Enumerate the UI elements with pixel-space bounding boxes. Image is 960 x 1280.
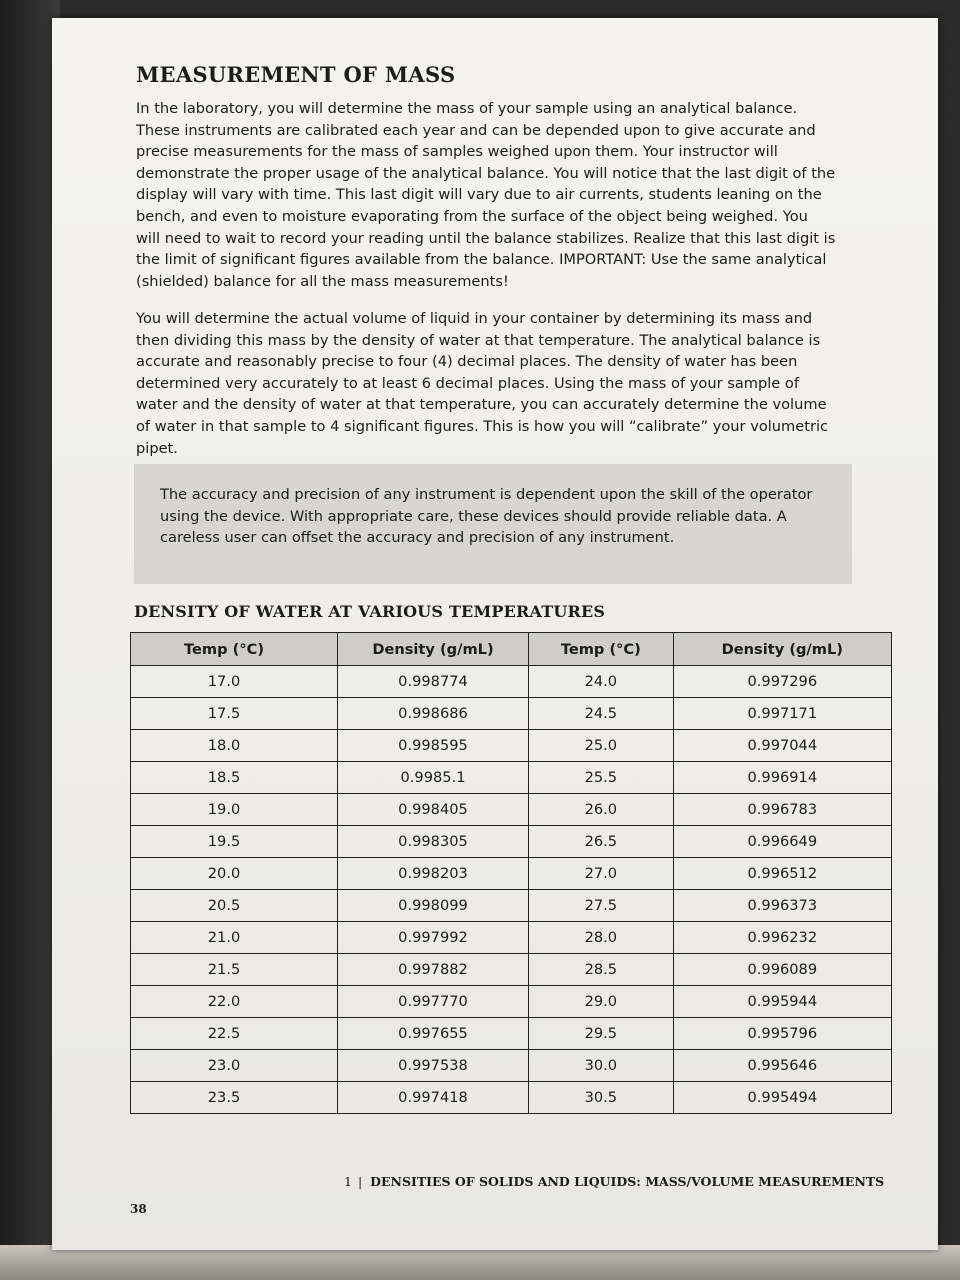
temp-cell: 20.0 [131, 858, 338, 890]
table-row [131, 762, 892, 794]
paragraph-1: In the laboratory, you will determine the mass of your sample using an analytical balance. These instruments are calibrated each year and can be depended upon to give accurate and precise measurements for the mass of samples weighed upon them. Your instructor will demonstrate the proper usage of the analytical balance. You will notice that the last digit of the display will vary with time. This last digit will vary due to air currents, students leaning on the bench, and even to moisture evaporating from the surface of the object being weighed. You will need to wait to record your reading until the balance stabilizes. Realize that this last digit is the limit of significant figures available from the balance. IMPORTANT: Use the same analytical (shielded) balance for all the mass measurements! [136, 100, 836, 290]
callout-text: The accuracy and precision of any instrument is dependent upon the skill of the operator using the device. With appropriate care, these devices should provide reliable data. A careless user can offset the accuracy and precision of any instrument. [160, 486, 813, 547]
table-row [131, 794, 892, 826]
page-number: 38 [130, 1202, 147, 1216]
density-cell: 0.996783 [673, 794, 891, 826]
temp-cell: 19.0 [131, 794, 338, 826]
callout-box [134, 464, 852, 584]
temp-cell: 23.5 [131, 1082, 338, 1114]
table-row [131, 666, 892, 698]
temp-cell: 27.5 [529, 890, 674, 922]
density-cell: 0.997296 [673, 666, 891, 698]
density-cell: 0.998405 [338, 794, 529, 826]
density-cell: 0.998305 [338, 826, 529, 858]
temp-cell: 27.0 [529, 858, 674, 890]
spiral-ring [948, 26, 958, 40]
spiral-ring [948, 2, 958, 16]
chapter-footer [344, 1174, 884, 1189]
header-temp-1: Temp (°C) [131, 633, 338, 666]
density-cell: 0.997044 [673, 730, 891, 762]
table-body [131, 666, 892, 1114]
table-row [131, 922, 892, 954]
table-row [131, 1082, 892, 1114]
density-cell: 0.996512 [673, 858, 891, 890]
table-row [131, 890, 892, 922]
temp-cell: 17.5 [131, 698, 338, 730]
density-cell: 0.998203 [338, 858, 529, 890]
density-cell: 0.995944 [673, 986, 891, 1018]
density-cell: 0.995796 [673, 1018, 891, 1050]
density-cell: 0.9985.1 [338, 762, 529, 794]
temp-cell: 30.0 [529, 1050, 674, 1082]
temp-cell: 22.0 [131, 986, 338, 1018]
density-cell: 0.997538 [338, 1050, 529, 1082]
temp-cell: 25.5 [529, 762, 674, 794]
density-cell: 0.996373 [673, 890, 891, 922]
table-row [131, 826, 892, 858]
temp-cell: 19.5 [131, 826, 338, 858]
temp-cell: 28.0 [529, 922, 674, 954]
density-cell: 0.998686 [338, 698, 529, 730]
table-row [131, 698, 892, 730]
temp-cell: 21.0 [131, 922, 338, 954]
density-cell: 0.996232 [673, 922, 891, 954]
temp-cell: 29.5 [529, 1018, 674, 1050]
density-cell: 0.997171 [673, 698, 891, 730]
density-cell: 0.996089 [673, 954, 891, 986]
header-density-2: Density (g/mL) [673, 633, 891, 666]
section-heading: MEASUREMENT OF MASS [136, 62, 456, 87]
table-row [131, 1018, 892, 1050]
density-cell: 0.997655 [338, 1018, 529, 1050]
density-cell: 0.998774 [338, 666, 529, 698]
density-cell: 0.997882 [338, 954, 529, 986]
temp-cell: 20.5 [131, 890, 338, 922]
density-cell: 0.997770 [338, 986, 529, 1018]
density-cell: 0.997418 [338, 1082, 529, 1114]
density-cell: 0.998099 [338, 890, 529, 922]
density-cell: 0.998595 [338, 730, 529, 762]
header-temp-2: Temp (°C) [529, 633, 674, 666]
footer-separator: | [357, 1174, 363, 1189]
temp-cell: 18.5 [131, 762, 338, 794]
temp-cell: 24.5 [529, 698, 674, 730]
temp-cell: 18.0 [131, 730, 338, 762]
temp-cell: 22.5 [131, 1018, 338, 1050]
temp-cell: 24.0 [529, 666, 674, 698]
background-bottom [0, 1245, 960, 1280]
table-row [131, 1050, 892, 1082]
footer-chapter-number: 1 [344, 1174, 352, 1189]
spiral-ring [948, 98, 958, 112]
density-table [130, 632, 892, 1114]
table-header-row [131, 633, 892, 666]
temp-cell: 23.0 [131, 1050, 338, 1082]
temp-cell: 28.5 [529, 954, 674, 986]
table-row [131, 954, 892, 986]
temp-cell: 30.5 [529, 1082, 674, 1114]
temp-cell: 26.0 [529, 794, 674, 826]
temp-cell: 25.0 [529, 730, 674, 762]
density-cell: 0.996914 [673, 762, 891, 794]
footer-chapter-title: DENSITIES OF SOLIDS AND LIQUIDS: MASS/VOLUME MEASUREMENTS [370, 1174, 885, 1189]
table-row [131, 858, 892, 890]
header-density-1: Density (g/mL) [338, 633, 529, 666]
background-left [0, 0, 60, 1280]
spiral-binding [938, 0, 960, 1280]
temp-cell: 21.5 [131, 954, 338, 986]
density-cell: 0.996649 [673, 826, 891, 858]
density-cell: 0.995646 [673, 1050, 891, 1082]
paragraph-2: You will determine the actual volume of liquid in your container by determining its mass and then dividing this mass by the density of water at that temperature. The analytical balance is accurate and reasonably precise to four (4) decimal places. The density of water has been determined very accurately to at least 6 decimal places. Using the mass of your sample of water and the density of water at that temperature, you can accurately determine the volume of water in that sample to 4 significant figures. This is how you will “calibrate” your volumetric pipet. [136, 310, 829, 457]
density-cell: 0.997992 [338, 922, 529, 954]
temp-cell: 26.5 [529, 826, 674, 858]
table-row [131, 986, 892, 1018]
spiral-ring [948, 122, 958, 136]
table-row [131, 730, 892, 762]
spiral-ring [948, 50, 958, 64]
density-cell: 0.995494 [673, 1082, 891, 1114]
temp-cell: 17.0 [131, 666, 338, 698]
table-title: DENSITY OF WATER AT VARIOUS TEMPERATURES [134, 602, 606, 621]
document-page [52, 18, 938, 1250]
spiral-ring [948, 74, 958, 88]
temp-cell: 29.0 [529, 986, 674, 1018]
